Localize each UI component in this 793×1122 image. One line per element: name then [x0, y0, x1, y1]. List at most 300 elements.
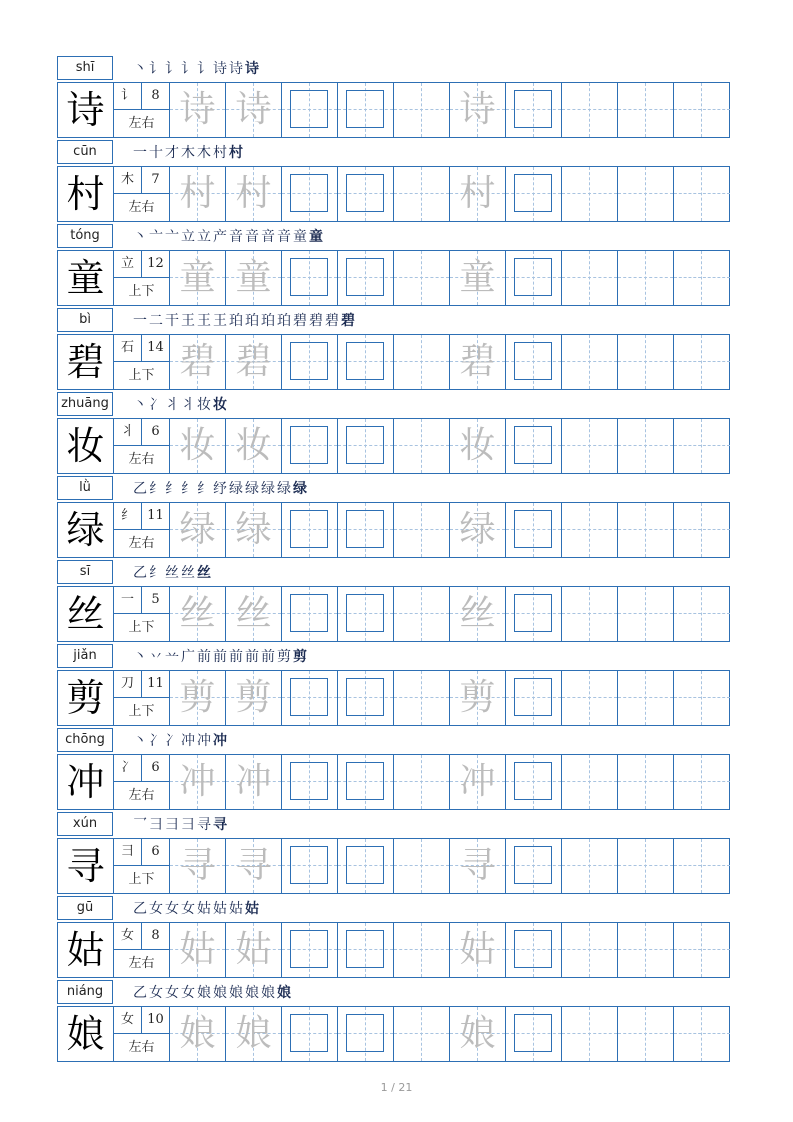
stroke-order-sequence — [133, 478, 309, 500]
stroke-step: 娘 — [229, 985, 244, 1001]
writing-cell-blank[interactable] — [618, 83, 674, 137]
stroke-step: 碧 — [325, 313, 340, 329]
writing-cell-trace[interactable] — [170, 251, 226, 305]
stroke-order-sequence — [133, 814, 229, 836]
guide-line — [645, 755, 646, 809]
character-entry — [57, 224, 730, 308]
stroke-count-label: 11 — [142, 503, 169, 530]
stroke-count-label: 7 — [142, 167, 169, 194]
practice-row — [57, 670, 730, 726]
stroke-order-sequence — [133, 562, 213, 584]
character-entry — [57, 560, 730, 644]
writing-cell-blank[interactable] — [618, 587, 674, 641]
writing-cell-blank[interactable] — [562, 167, 618, 221]
writing-cell-trace[interactable] — [170, 671, 226, 725]
writing-cell-blank[interactable] — [394, 923, 450, 977]
writing-cell-box[interactable] — [338, 839, 394, 893]
writing-cell-blank[interactable] — [394, 503, 450, 557]
writing-cell-box[interactable] — [506, 839, 562, 893]
writing-cell-trace[interactable] — [170, 755, 226, 809]
writing-cell-trace[interactable] — [170, 83, 226, 137]
writing-cell-blank[interactable] — [562, 923, 618, 977]
structure-label: 左右 — [128, 116, 155, 131]
writing-cell-blank[interactable] — [394, 587, 450, 641]
guide-line — [701, 923, 702, 977]
writing-cell-box[interactable] — [506, 923, 562, 977]
writing-cell-blank[interactable] — [674, 1007, 730, 1061]
character-info — [114, 167, 170, 221]
character-info — [114, 671, 170, 725]
model-character: 丝 — [58, 587, 114, 641]
writing-cell-trace[interactable] — [450, 83, 506, 137]
writing-cell-box[interactable] — [282, 1007, 338, 1061]
writing-cell-trace[interactable] — [226, 671, 282, 725]
stroke-count-label: 5 — [142, 587, 169, 614]
stroke-step: 剪 — [293, 649, 308, 665]
writing-cell-blank[interactable] — [674, 251, 730, 305]
writing-cell-trace[interactable] — [450, 923, 506, 977]
character-info — [114, 587, 170, 641]
writing-cell-blank[interactable] — [562, 251, 618, 305]
writing-cell-blank[interactable] — [674, 671, 730, 725]
writing-cell-trace[interactable] — [226, 755, 282, 809]
writing-cell-blank[interactable] — [674, 755, 730, 809]
inner-writing-box — [346, 678, 384, 716]
writing-cell-trace[interactable] — [450, 587, 506, 641]
radical-label: 彐 — [114, 839, 142, 866]
guide-line — [589, 251, 590, 305]
guide-line — [589, 167, 590, 221]
trace-character: 寻 — [179, 845, 216, 886]
radical-label: 一 — [114, 587, 142, 614]
writing-cell-box[interactable] — [282, 335, 338, 389]
writing-cell-blank[interactable] — [394, 1007, 450, 1061]
writing-cell-box[interactable] — [506, 503, 562, 557]
guide-line — [701, 587, 702, 641]
trace-character: 剪 — [459, 677, 496, 718]
stroke-step: 村 — [229, 145, 244, 161]
guide-line — [701, 1007, 702, 1061]
guide-line — [421, 167, 422, 221]
stroke-count-label: 8 — [142, 923, 169, 950]
writing-cell-box[interactable] — [506, 83, 562, 137]
radical-label: 石 — [114, 335, 142, 362]
inner-writing-box — [514, 594, 552, 632]
stroke-step: 女 — [181, 901, 196, 917]
radical-label: 冫 — [114, 755, 142, 782]
stroke-step: 丝 — [165, 565, 180, 581]
stroke-step: 诗 — [245, 61, 260, 77]
character-entry — [57, 896, 730, 980]
stroke-step: 绿 — [245, 481, 260, 497]
stroke-order-sequence — [133, 58, 261, 80]
pinyin-label: tóng — [57, 224, 113, 248]
stroke-step: 纟 — [197, 481, 212, 497]
stroke-count-label: 8 — [142, 83, 169, 110]
writing-cell-blank[interactable] — [394, 755, 450, 809]
stroke-step: 村 — [213, 145, 228, 161]
guide-line — [421, 1007, 422, 1061]
writing-cell-box[interactable] — [282, 83, 338, 137]
writing-cell-box[interactable] — [282, 167, 338, 221]
stroke-step: 前 — [197, 649, 212, 665]
model-character: 诗 — [58, 83, 114, 137]
guide-line — [645, 1007, 646, 1061]
writing-cell-blank[interactable] — [618, 839, 674, 893]
stroke-step: 娘 — [245, 985, 260, 1001]
writing-cell-box[interactable] — [282, 251, 338, 305]
stroke-step: 丬 — [181, 397, 196, 413]
guide-line — [674, 865, 730, 866]
model-character: 妆 — [58, 419, 114, 473]
stroke-step: 丶 — [133, 649, 148, 665]
structure-label: 上下 — [128, 872, 155, 887]
pinyin-label: gū — [57, 896, 113, 920]
stroke-step: 䒑 — [165, 649, 180, 665]
trace-character: 丝 — [235, 593, 272, 634]
trace-character: 姑 — [235, 929, 272, 970]
stroke-order-sequence — [133, 310, 357, 332]
inner-writing-box — [514, 258, 552, 296]
stroke-count-label: 6 — [142, 419, 169, 446]
practice-row — [57, 754, 730, 810]
writing-cell-box[interactable] — [338, 83, 394, 137]
writing-cell-trace[interactable] — [450, 755, 506, 809]
writing-cell-box[interactable] — [282, 839, 338, 893]
stroke-step: 丶 — [133, 733, 148, 749]
writing-cell-trace[interactable] — [170, 839, 226, 893]
guide-line — [645, 335, 646, 389]
inner-writing-box — [514, 846, 552, 884]
writing-cell-box[interactable] — [506, 671, 562, 725]
structure-label: 上下 — [128, 284, 155, 299]
trace-character: 绿 — [235, 509, 272, 550]
guide-line — [701, 419, 702, 473]
stroke-step: 前 — [245, 649, 260, 665]
writing-cell-trace[interactable] — [226, 923, 282, 977]
writing-cell-blank[interactable] — [562, 671, 618, 725]
stroke-step: 绿 — [261, 481, 276, 497]
stroke-step: 童 — [309, 229, 324, 245]
writing-cell-blank[interactable] — [618, 923, 674, 977]
guide-line — [674, 697, 730, 698]
writing-cell-box[interactable] — [338, 419, 394, 473]
structure-label: 上下 — [128, 368, 155, 383]
writing-cell-trace[interactable] — [170, 923, 226, 977]
writing-cell-trace[interactable] — [450, 335, 506, 389]
writing-cell-box[interactable] — [506, 167, 562, 221]
guide-line — [674, 781, 730, 782]
stroke-step: 童 — [293, 229, 308, 245]
character-info — [114, 503, 170, 557]
writing-cell-blank[interactable] — [562, 1007, 618, 1061]
guide-line — [701, 167, 702, 221]
writing-cell-box[interactable] — [338, 587, 394, 641]
stroke-step: 王 — [181, 313, 196, 329]
practice-row — [57, 502, 730, 558]
writing-cell-blank[interactable] — [562, 503, 618, 557]
character-entry — [57, 308, 730, 392]
writing-cell-blank[interactable] — [394, 839, 450, 893]
trace-character: 冲 — [179, 761, 216, 802]
writing-cell-blank[interactable] — [618, 167, 674, 221]
writing-cell-box[interactable] — [338, 167, 394, 221]
radical-label: 木 — [114, 167, 142, 194]
stroke-order-sequence — [133, 730, 229, 752]
writing-cell-blank[interactable] — [674, 419, 730, 473]
radical-label: 女 — [114, 923, 142, 950]
stroke-step: 女 — [149, 985, 164, 1001]
writing-cell-box[interactable] — [338, 923, 394, 977]
writing-cell-trace[interactable] — [450, 839, 506, 893]
guide-line — [421, 671, 422, 725]
stroke-step: 妆 — [197, 397, 212, 413]
stroke-step: 前 — [213, 649, 228, 665]
trace-character: 童 — [459, 257, 496, 298]
writing-cell-blank[interactable] — [618, 503, 674, 557]
practice-row — [57, 838, 730, 894]
stroke-count-label: 10 — [142, 1007, 169, 1034]
writing-cell-blank[interactable] — [674, 83, 730, 137]
stroke-step: 剪 — [277, 649, 292, 665]
writing-cell-box[interactable] — [338, 251, 394, 305]
writing-cell-box[interactable] — [338, 503, 394, 557]
writing-cell-box[interactable] — [338, 671, 394, 725]
stroke-step: 冲 — [197, 733, 212, 749]
pinyin-label: bì — [57, 308, 113, 332]
guide-line — [674, 193, 730, 194]
stroke-step: 彐 — [149, 817, 164, 833]
trace-character: 童 — [179, 257, 216, 298]
writing-cell-blank[interactable] — [674, 923, 730, 977]
guide-line — [421, 839, 422, 893]
trace-character: 娘 — [235, 1013, 272, 1054]
guide-line — [421, 83, 422, 137]
guide-line — [421, 419, 422, 473]
stroke-step: 十 — [149, 145, 164, 161]
character-entry — [57, 476, 730, 560]
writing-cell-trace[interactable] — [226, 167, 282, 221]
practice-row — [57, 250, 730, 306]
guide-line — [645, 671, 646, 725]
writing-cell-box[interactable] — [506, 755, 562, 809]
writing-cell-blank[interactable] — [562, 755, 618, 809]
writing-cell-blank[interactable] — [674, 839, 730, 893]
stroke-step: 珀 — [261, 313, 276, 329]
writing-cell-trace[interactable] — [170, 1007, 226, 1061]
trace-character: 碧 — [235, 341, 272, 382]
practice-row — [57, 82, 730, 138]
radical-label: 纟 — [114, 503, 142, 530]
writing-cell-trace[interactable] — [226, 251, 282, 305]
writing-cell-blank[interactable] — [674, 503, 730, 557]
writing-cell-blank[interactable] — [562, 335, 618, 389]
character-info — [114, 923, 170, 977]
writing-cell-box[interactable] — [282, 671, 338, 725]
trace-character: 绿 — [459, 509, 496, 550]
character-info — [114, 251, 170, 305]
writing-cell-blank[interactable] — [618, 419, 674, 473]
inner-writing-box — [514, 1014, 552, 1052]
guide-line — [589, 923, 590, 977]
writing-cell-blank[interactable] — [394, 83, 450, 137]
writing-cell-trace[interactable] — [226, 335, 282, 389]
trace-character: 丝 — [179, 593, 216, 634]
writing-cell-box[interactable] — [506, 1007, 562, 1061]
writing-cell-trace[interactable] — [170, 587, 226, 641]
writing-cell-trace[interactable] — [170, 335, 226, 389]
model-character: 童 — [58, 251, 114, 305]
stroke-step: 一 — [133, 313, 148, 329]
guide-line — [645, 167, 646, 221]
writing-cell-trace[interactable] — [226, 419, 282, 473]
trace-character: 妆 — [459, 425, 496, 466]
writing-cell-blank[interactable] — [394, 167, 450, 221]
inner-writing-box — [346, 426, 384, 464]
guide-line — [645, 923, 646, 977]
structure-label: 左右 — [128, 956, 155, 971]
writing-cell-box[interactable] — [282, 587, 338, 641]
practice-row — [57, 166, 730, 222]
stroke-step: 音 — [229, 229, 244, 245]
inner-writing-box — [290, 426, 328, 464]
structure-label: 上下 — [128, 620, 155, 635]
inner-writing-box — [346, 846, 384, 884]
trace-character: 姑 — [459, 929, 496, 970]
guide-line — [701, 83, 702, 137]
writing-cell-trace[interactable] — [226, 503, 282, 557]
inner-writing-box — [290, 510, 328, 548]
writing-cell-trace[interactable] — [450, 419, 506, 473]
structure-label: 左右 — [128, 452, 155, 467]
model-character: 碧 — [58, 335, 114, 389]
guide-line — [674, 277, 730, 278]
stroke-order-sequence — [133, 898, 261, 920]
writing-cell-box[interactable] — [506, 419, 562, 473]
writing-cell-box[interactable] — [282, 419, 338, 473]
writing-cell-trace[interactable] — [170, 167, 226, 221]
writing-cell-trace[interactable] — [450, 1007, 506, 1061]
stroke-step: 丶 — [133, 397, 148, 413]
writing-cell-box[interactable] — [506, 251, 562, 305]
guide-line — [589, 419, 590, 473]
inner-writing-box — [290, 930, 328, 968]
writing-cell-blank[interactable] — [562, 587, 618, 641]
guide-line — [701, 755, 702, 809]
stroke-step: 纟 — [149, 565, 164, 581]
stroke-step: 寻 — [213, 817, 228, 833]
trace-character: 寻 — [459, 845, 496, 886]
writing-cell-blank[interactable] — [394, 419, 450, 473]
page-total: 21 — [398, 1081, 413, 1094]
writing-cell-trace[interactable] — [226, 587, 282, 641]
character-entry — [57, 644, 730, 728]
trace-character: 村 — [459, 173, 496, 214]
writing-cell-blank[interactable] — [618, 251, 674, 305]
writing-cell-box[interactable] — [506, 335, 562, 389]
writing-cell-box[interactable] — [506, 587, 562, 641]
writing-cell-blank[interactable] — [394, 251, 450, 305]
guide-line — [674, 445, 730, 446]
writing-cell-trace[interactable] — [450, 503, 506, 557]
writing-cell-blank[interactable] — [618, 335, 674, 389]
writing-cell-blank[interactable] — [618, 1007, 674, 1061]
stroke-step: 前 — [261, 649, 276, 665]
practice-row — [57, 922, 730, 978]
stroke-step: 音 — [261, 229, 276, 245]
guide-line — [674, 949, 730, 950]
writing-cell-blank[interactable] — [394, 671, 450, 725]
writing-cell-box[interactable] — [338, 755, 394, 809]
writing-cell-trace[interactable] — [226, 83, 282, 137]
writing-cell-trace[interactable] — [226, 1007, 282, 1061]
stroke-step: 丷 — [149, 649, 164, 665]
writing-cell-box[interactable] — [282, 503, 338, 557]
pinyin-label: zhuāng — [57, 392, 113, 416]
writing-cell-blank[interactable] — [674, 335, 730, 389]
inner-writing-box — [346, 258, 384, 296]
inner-writing-box — [514, 510, 552, 548]
trace-character: 冲 — [235, 761, 272, 802]
stroke-step: 娘 — [197, 985, 212, 1001]
writing-cell-blank[interactable] — [618, 755, 674, 809]
guide-line — [674, 529, 730, 530]
model-character: 剪 — [58, 671, 114, 725]
writing-cell-trace[interactable] — [450, 251, 506, 305]
stroke-step: 二 — [149, 313, 164, 329]
writing-cell-blank[interactable] — [394, 335, 450, 389]
writing-cell-blank[interactable] — [674, 167, 730, 221]
stroke-step: 丝 — [181, 565, 196, 581]
character-info — [114, 1007, 170, 1061]
writing-cell-trace[interactable] — [226, 839, 282, 893]
stroke-step: 乙 — [133, 481, 148, 497]
trace-character: 妆 — [235, 425, 272, 466]
stroke-step: 一 — [133, 145, 148, 161]
stroke-step: 娘 — [277, 985, 292, 1001]
writing-cell-blank[interactable] — [562, 83, 618, 137]
inner-writing-box — [290, 1014, 328, 1052]
writing-cell-box[interactable] — [282, 923, 338, 977]
writing-cell-box[interactable] — [282, 755, 338, 809]
trace-character: 姑 — [179, 929, 216, 970]
stroke-step: 纟 — [181, 481, 196, 497]
guide-line — [674, 613, 730, 614]
writing-cell-trace[interactable] — [170, 419, 226, 473]
writing-cell-blank[interactable] — [674, 587, 730, 641]
writing-cell-blank[interactable] — [618, 671, 674, 725]
writing-cell-blank[interactable] — [562, 839, 618, 893]
stroke-step: 乙 — [133, 901, 148, 917]
trace-character: 绿 — [179, 509, 216, 550]
inner-writing-box — [514, 90, 552, 128]
inner-writing-box — [290, 846, 328, 884]
page-separator: / — [391, 1081, 399, 1094]
radical-label: 丬 — [114, 419, 142, 446]
trace-character: 寻 — [235, 845, 272, 886]
guide-line — [589, 335, 590, 389]
pinyin-label: lǜ — [57, 476, 113, 500]
stroke-step: 姑 — [245, 901, 260, 917]
writing-cell-trace[interactable] — [450, 671, 506, 725]
inner-writing-box — [346, 594, 384, 632]
writing-cell-box[interactable] — [338, 1007, 394, 1061]
writing-cell-trace[interactable] — [170, 503, 226, 557]
inner-writing-box — [514, 678, 552, 716]
writing-cell-trace[interactable] — [450, 167, 506, 221]
writing-cell-blank[interactable] — [562, 419, 618, 473]
writing-cell-box[interactable] — [338, 335, 394, 389]
